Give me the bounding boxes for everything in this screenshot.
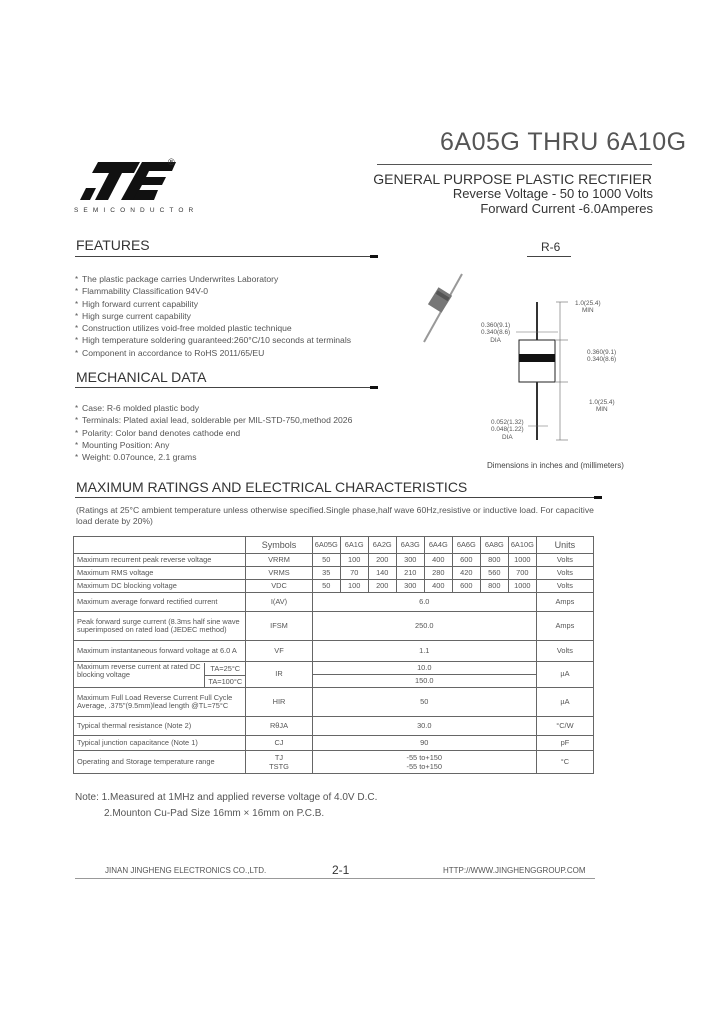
row-value: 50 — [312, 554, 340, 567]
row-value: 250.0 — [312, 612, 536, 641]
note-2: 2.Mounton Cu-Pad Size 16mm × 16mm on P.C.B. — [104, 808, 325, 819]
header-part: 6A2G — [368, 537, 396, 554]
row-value: 200 — [368, 580, 396, 593]
ratings-rule — [75, 497, 602, 498]
dim-body-diameter: 0.360(9.1) 0.340(8.6) DIA — [481, 322, 511, 344]
row-label: Maximum DC blocking voltage — [74, 580, 246, 593]
table-row — [74, 662, 594, 675]
row-value: 30.0 — [312, 717, 536, 736]
row-value: 600 — [452, 554, 480, 567]
row-value: 70 — [340, 567, 368, 580]
row-unit: Amps — [536, 593, 593, 612]
mechanical-list — [75, 402, 352, 463]
features-rule-mark — [370, 255, 378, 258]
footer-rule — [75, 878, 595, 879]
row-symbol: IFSM — [246, 612, 312, 641]
header-part: 6A10G — [508, 537, 536, 554]
footer-page-number: 2-1 — [332, 863, 350, 877]
row-unit: Amps — [536, 612, 593, 641]
table-row — [74, 641, 594, 662]
row-symbol: VRMS — [246, 567, 312, 580]
footer-url[interactable]: HTTP://WWW.JINGHENGGROUP.COM — [443, 866, 586, 875]
row-value: 200 — [368, 554, 396, 567]
header-rule — [377, 164, 652, 165]
table-row — [74, 593, 594, 612]
row-unit: µA — [536, 662, 593, 688]
row-label: Maximum instantaneous forward voltage at 6.0 A — [74, 641, 246, 662]
ratings-rule-mark — [594, 496, 602, 499]
row-value: 420 — [452, 567, 480, 580]
row-unit: Volts — [536, 641, 593, 662]
product-subtitle: GENERAL PURPOSE PLASTIC RECTIFIER — [373, 171, 652, 187]
row-label — [74, 662, 246, 688]
row-symbol: IR — [246, 662, 312, 688]
row-value: 1000 — [508, 580, 536, 593]
row-label: Maximum RMS voltage — [74, 567, 246, 580]
mechanical-rule-mark — [370, 386, 378, 389]
features-rule — [75, 256, 377, 257]
row-value: 400 — [424, 580, 452, 593]
table-row — [74, 580, 594, 593]
dim-lead-length-top: 1.0(25.4) MIN — [575, 300, 601, 315]
row-value: 6.0 — [312, 593, 536, 612]
list-item: * Case: R-6 molded plastic body — [75, 402, 352, 414]
package-name-rule — [527, 256, 571, 257]
table-row — [74, 554, 594, 567]
row-value: 50 — [312, 580, 340, 593]
header-param-cell — [74, 537, 246, 554]
row-condition: TA=100°C — [208, 676, 243, 686]
row-symbol: HIR — [246, 688, 312, 717]
row-value: 35 — [312, 567, 340, 580]
row-value: 400 — [424, 554, 452, 567]
list-item: * High surge current capability — [75, 310, 351, 322]
row-value: 700 — [508, 567, 536, 580]
list-item: * Flammability Classification 94V-0 — [75, 285, 351, 297]
features-list — [75, 273, 351, 359]
registered-mark: ® — [168, 157, 175, 167]
row-value: 800 — [480, 580, 508, 593]
row-label: Typical thermal resistance (Note 2) — [74, 717, 246, 736]
ratings-conditions-note: (Ratings at 25°C ambient temperature unless otherwise specified.Single phase,half wave 60Hz,resistive or inductive load. For capacitive load derate by 20%) — [76, 505, 594, 526]
row-unit: °C — [536, 751, 593, 774]
list-item: * Weight: 0.07ounce, 2.1 grams — [75, 451, 352, 463]
list-item: * Polarity: Color band denotes cathode end — [75, 427, 352, 439]
reverse-voltage-text: Reverse Voltage - 50 to 1000 Volts — [452, 186, 653, 201]
footer-company: JINAN JINGHENG ELECTRONICS CO.,LTD. — [105, 866, 267, 875]
header-part: 6A6G — [452, 537, 480, 554]
row-value: 300 — [396, 554, 424, 567]
row-condition: TA=25°C — [205, 663, 245, 676]
table-row — [74, 751, 594, 774]
row-value: 210 — [396, 567, 424, 580]
part-range-title: 6A05G THRU 6A10G — [440, 128, 687, 156]
row-symbol: VF — [246, 641, 312, 662]
row-label: Maximum Full Load Reverse Current Full Cycle Average, .375"(9.5mm)lead length @TL=75°C — [74, 688, 246, 717]
row-label: Peak forward surge current (8.3ms half sine wave superimposed on rated load (JEDEC method) — [74, 612, 246, 641]
company-tagline: SEMICONDUCTOR — [74, 207, 199, 214]
row-value: 100 — [340, 580, 368, 593]
row-label: Maximum recurrent peak reverse voltage — [74, 554, 246, 567]
row-symbol: VDC — [246, 580, 312, 593]
dim-lead-diameter: 0.052(1.32) 0.048(1.22) DIA — [491, 419, 524, 441]
row-symbol: I(AV) — [246, 593, 312, 612]
row-value: 10.0 — [312, 662, 536, 675]
row-value: 140 — [368, 567, 396, 580]
header-symbols: Symbols — [246, 537, 312, 554]
table-header-row — [74, 537, 594, 554]
ratings-title: MAXIMUM RATINGS AND ELECTRICAL CHARACTERISTICS — [76, 479, 468, 495]
list-item: * Terminals: Plated axial lead, solderable per MIL-STD-750,method 2026 — [75, 414, 352, 426]
row-symbol: RθJA — [246, 717, 312, 736]
row-unit: Volts — [536, 567, 593, 580]
list-item: * Mounting Position: Any — [75, 439, 352, 451]
row-symbol: VRRM — [246, 554, 312, 567]
mechanical-title: MECHANICAL DATA — [76, 369, 207, 385]
row-label: Typical junction capacitance (Note 1) — [74, 736, 246, 751]
row-label: Operating and Storage temperature range — [74, 751, 246, 774]
table-row — [74, 688, 594, 717]
features-title: FEATURES — [76, 237, 150, 253]
row-symbol: CJ — [246, 736, 312, 751]
row-value: -55 to+150 -55 to+150 — [312, 751, 536, 774]
list-item: * The plastic package carries Underwrites Laboratory — [75, 273, 351, 285]
dim-lead-length-bottom: 1.0(25.4) MIN — [589, 399, 615, 414]
list-item: * Component in accordance to RoHS 2011/65/EU — [75, 347, 351, 359]
row-value: 150.0 — [312, 675, 536, 688]
package-name: R-6 — [541, 240, 561, 254]
table-row — [74, 567, 594, 580]
mechanical-rule — [75, 387, 377, 388]
row-value: 50 — [312, 688, 536, 717]
forward-current-text: Forward Current -6.0Amperes — [480, 201, 653, 216]
row-value: 1000 — [508, 554, 536, 567]
row-value: 800 — [480, 554, 508, 567]
company-logo — [78, 160, 180, 202]
row-value: 300 — [396, 580, 424, 593]
row-value: 600 — [452, 580, 480, 593]
list-item: * High forward current capability — [75, 298, 351, 310]
header-part: 6A8G — [480, 537, 508, 554]
note-1: Note: 1.Measured at 1MHz and applied reverse voltage of 4.0V D.C. — [75, 792, 378, 803]
row-unit: Volts — [536, 554, 593, 567]
header-part: 6A3G — [396, 537, 424, 554]
row-unit: °C/W — [536, 717, 593, 736]
row-value: 100 — [340, 554, 368, 567]
list-item: * Construction utilizes void-free molded plastic technique — [75, 322, 351, 334]
row-value: 1.1 — [312, 641, 536, 662]
row-unit: Volts — [536, 580, 593, 593]
row-label: Maximum average forward rectified current — [74, 593, 246, 612]
header-part: 6A05G — [312, 537, 340, 554]
table-row — [74, 736, 594, 751]
row-unit: µA — [536, 688, 593, 717]
header-units: Units — [536, 537, 593, 554]
header-part: 6A1G — [340, 537, 368, 554]
table-row — [74, 612, 594, 641]
table-row — [74, 717, 594, 736]
row-value: 280 — [424, 567, 452, 580]
list-item: * High temperature soldering guaranteed:260°C/10 seconds at terminals — [75, 334, 351, 346]
dim-body-length: 0.360(9.1) 0.340(8.6) — [587, 349, 617, 364]
row-value: 90 — [312, 736, 536, 751]
row-value: 560 — [480, 567, 508, 580]
row-label-text: Maximum reverse current at rated DC blocking voltage — [77, 661, 201, 679]
ratings-table — [73, 536, 594, 774]
row-symbol: TJ TSTG — [246, 751, 312, 774]
package-caption: Dimensions in inches and (millimeters) — [487, 461, 624, 470]
row-unit: pF — [536, 736, 593, 751]
header-part: 6A4G — [424, 537, 452, 554]
